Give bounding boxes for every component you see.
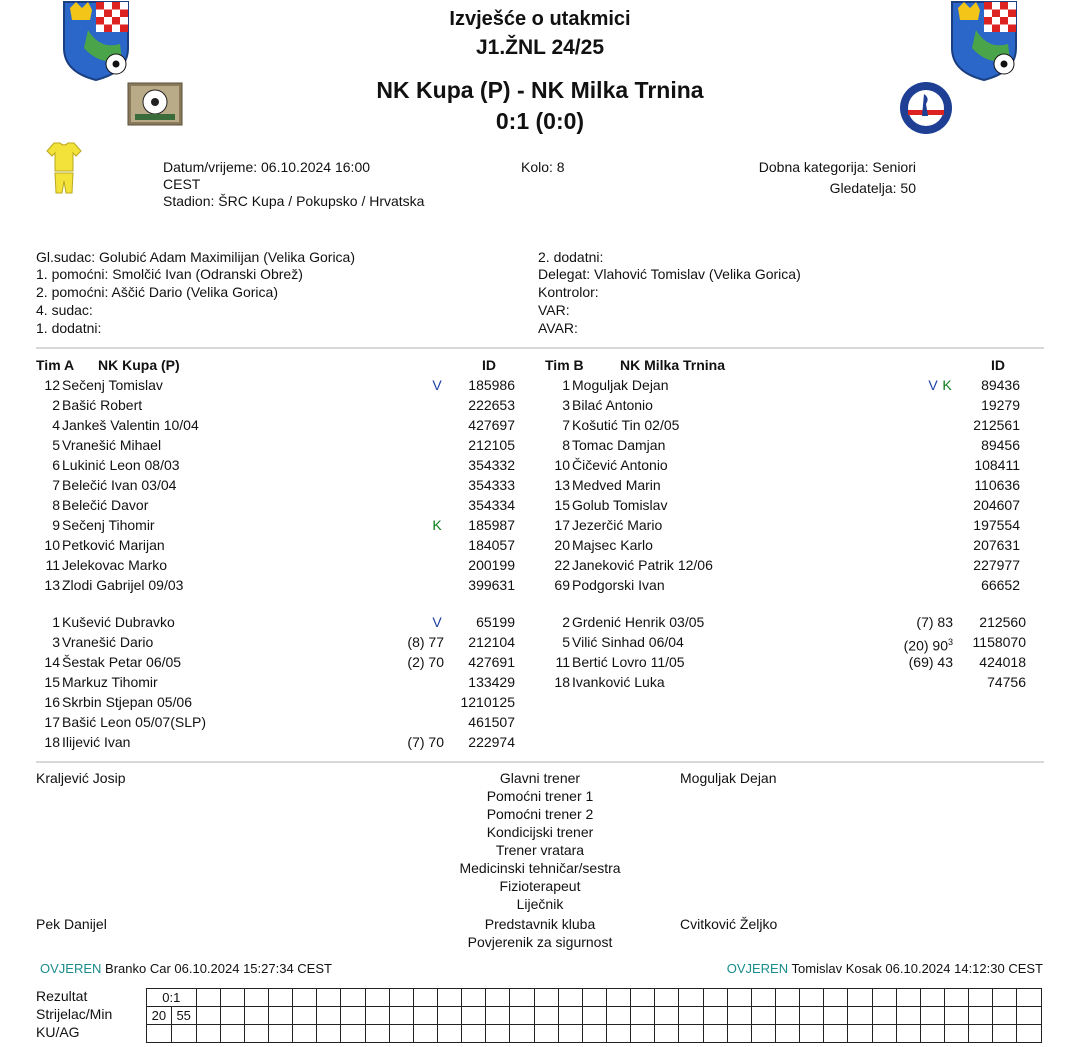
result-cell xyxy=(993,1025,1017,1043)
result-cell xyxy=(341,1025,365,1043)
result-cell xyxy=(510,1025,534,1043)
player-id: 185986 xyxy=(468,377,515,393)
player-name: Vranešić Mihael xyxy=(62,437,162,453)
player-number: 6 xyxy=(52,457,60,473)
player-name: Jankeš Valentin 10/04 xyxy=(62,417,199,433)
jersey-icon xyxy=(46,141,82,195)
staff-role-label: Pomoćni trener 2 xyxy=(486,806,594,822)
player-number: 2 xyxy=(562,614,570,630)
player-number: 11 xyxy=(45,557,60,573)
result-cell xyxy=(824,989,848,1007)
player-name: Janeković Patrik 12/06 xyxy=(572,557,713,573)
player-name: Golub Tomislav xyxy=(572,497,668,513)
player-id: 212105 xyxy=(468,437,515,453)
player-id: 197554 xyxy=(973,517,1020,533)
player-number: 14 xyxy=(44,654,60,670)
team-b-name: NK Milka Trnina xyxy=(620,357,726,373)
verified-tag: OVJEREN xyxy=(40,961,102,976)
player-name: Grdenić Henrik 03/05 xyxy=(572,614,705,630)
result-cell xyxy=(896,1007,920,1025)
player-id: 354332 xyxy=(468,457,515,473)
staff-role-label: Liječnik xyxy=(516,896,564,912)
result-cell xyxy=(293,1025,317,1043)
player-name: Lukinić Leon 08/03 xyxy=(62,457,180,473)
player-name: Tomac Damjan xyxy=(572,437,666,453)
player-id: 222974 xyxy=(468,734,515,750)
result-cell xyxy=(413,1025,437,1043)
result-cell xyxy=(727,1025,751,1043)
result-cell xyxy=(920,1025,944,1043)
result-cell xyxy=(244,1025,268,1043)
player-name: Vilić Sinhad 06/04 xyxy=(572,634,684,650)
player-id: 207631 xyxy=(973,537,1020,553)
result-cell xyxy=(655,1025,679,1043)
result-cell xyxy=(220,1025,244,1043)
staff-role-label: Predstavnik kluba xyxy=(484,916,596,932)
result-cell xyxy=(486,989,510,1007)
result-cell xyxy=(751,1025,775,1043)
player-number: 13 xyxy=(554,477,570,493)
ku-ag-label: KU/AG xyxy=(36,1024,80,1040)
player-name: Bašić Robert xyxy=(62,397,143,413)
player-name: Čičević Antonio xyxy=(572,457,668,473)
result-cell xyxy=(824,1025,848,1043)
official-line: 1. dodatni: xyxy=(36,320,102,336)
result-cell xyxy=(317,989,341,1007)
team-b-label: Tim B xyxy=(545,357,584,373)
player-number: 1 xyxy=(562,377,570,393)
player-number: 22 xyxy=(554,557,570,573)
result-cell xyxy=(510,1007,534,1025)
player-name: Šestak Petar 06/05 xyxy=(62,654,182,670)
result-cell xyxy=(1017,1007,1042,1025)
official-line: 2. pomoćni: Aščić Dario (Velika Gorica) xyxy=(36,284,278,300)
result-cell xyxy=(534,1025,558,1043)
player-name: Kušević Dubravko xyxy=(62,614,175,630)
official-line: Kontrolor: xyxy=(538,284,599,300)
player-number: 9 xyxy=(52,517,60,533)
substitution: (7) 70 xyxy=(407,734,444,750)
result-cell xyxy=(389,1007,413,1025)
player-number: 10 xyxy=(554,457,570,473)
result-cell xyxy=(872,989,896,1007)
verified-left xyxy=(40,960,332,977)
staff-role-label: Medicinski tehničar/sestra xyxy=(459,860,621,876)
official-line: VAR: xyxy=(538,302,570,318)
result-cell xyxy=(969,989,993,1007)
result-cell xyxy=(896,1025,920,1043)
player-number: 18 xyxy=(44,734,60,750)
result-cell xyxy=(486,1007,510,1025)
player-number: 20 xyxy=(554,537,570,553)
result-cell xyxy=(268,989,292,1007)
player-name: Zlodi Gabrijel 09/03 xyxy=(62,577,184,593)
substitution: (8) 77 xyxy=(407,634,444,650)
player-name: Majsec Karlo xyxy=(572,537,653,553)
result-cell xyxy=(920,989,944,1007)
result-cell xyxy=(462,1025,486,1043)
result-cell xyxy=(751,1007,775,1025)
result-cell xyxy=(727,1007,751,1025)
player-number: 4 xyxy=(52,417,60,433)
result-cell xyxy=(317,1025,341,1043)
player-id: 66652 xyxy=(981,577,1020,593)
age-category: Dobna kategorija: Seniori xyxy=(758,159,916,175)
result-cell xyxy=(920,1007,944,1025)
result-grid xyxy=(146,988,1042,1043)
result-cell xyxy=(534,1007,558,1025)
result-cell xyxy=(244,1007,268,1025)
official-line: 2. dodatni: xyxy=(538,249,604,265)
result-cell xyxy=(413,1007,437,1025)
team-b-club-rep: Cvitković Željko xyxy=(680,916,778,932)
player-name: Belečić Ivan 03/04 xyxy=(62,477,177,493)
verified-right xyxy=(640,960,1043,977)
result-cell xyxy=(171,1025,196,1043)
player-mark: V xyxy=(432,377,442,393)
player-number: 8 xyxy=(562,437,570,453)
result-cell xyxy=(196,989,220,1007)
result-cell xyxy=(679,1025,703,1043)
result-cell xyxy=(703,1025,727,1043)
player-name: Bašić Leon 05/07(SLP) xyxy=(62,714,206,730)
result-cell xyxy=(679,1007,703,1025)
result-cell xyxy=(413,989,437,1007)
result-cell xyxy=(220,989,244,1007)
result-cell xyxy=(341,989,365,1007)
player-mark: K xyxy=(432,517,442,533)
substitution-text: (20) 90 xyxy=(903,637,948,654)
result-row xyxy=(147,1007,1042,1025)
result-cell xyxy=(365,1007,389,1025)
player-id: 212560 xyxy=(979,614,1026,630)
player-id: 354334 xyxy=(468,497,515,513)
result-cell xyxy=(848,989,872,1007)
result-cell: 20 xyxy=(147,1007,172,1025)
player-id: 424018 xyxy=(979,654,1026,670)
round: Kolo: 8 xyxy=(521,159,565,175)
result-cell xyxy=(437,1025,461,1043)
team-a-label: Tim A xyxy=(36,357,75,373)
result-cell xyxy=(147,1025,172,1043)
result-cell xyxy=(196,1025,220,1043)
player-id: 185987 xyxy=(468,517,515,533)
player-id: 354333 xyxy=(468,477,515,493)
result-cell xyxy=(848,1025,872,1043)
player-id: 1158070 xyxy=(972,634,1026,650)
divider xyxy=(36,761,1044,763)
result-cell: 55 xyxy=(171,1007,196,1025)
result-cell xyxy=(582,1025,606,1043)
player-name: Belečić Davor xyxy=(62,497,149,513)
substitution xyxy=(860,654,953,671)
datetime-tz: CEST xyxy=(163,176,201,192)
player-mark: V xyxy=(928,377,938,393)
result-row xyxy=(147,1025,1042,1043)
player-number: 7 xyxy=(562,417,570,433)
result-cell xyxy=(244,989,268,1007)
player-id: 133429 xyxy=(468,674,515,690)
result-cell xyxy=(775,989,799,1007)
verified-right-text: Tomislav Kosak 06.10.2024 14:12:30 CEST xyxy=(791,961,1043,976)
result-cell xyxy=(944,1025,968,1043)
player-number: 8 xyxy=(52,497,60,513)
result-cell xyxy=(462,989,486,1007)
divider xyxy=(36,347,1044,349)
result-label: Rezultat xyxy=(36,988,88,1004)
player-id: 427691 xyxy=(468,654,515,670)
result-cell xyxy=(993,1007,1017,1025)
result-cell xyxy=(872,1025,896,1043)
player-number: 3 xyxy=(562,397,570,413)
result-cell xyxy=(944,989,968,1007)
substitution: (2) 70 xyxy=(407,654,444,670)
player-id: 461507 xyxy=(468,714,515,730)
result-cell xyxy=(703,989,727,1007)
player-number: 1 xyxy=(52,614,60,630)
result-cell xyxy=(800,1007,824,1025)
player-id: 427697 xyxy=(468,417,515,433)
player-number: 3 xyxy=(52,634,60,650)
staff-role-label: Glavni trener xyxy=(499,770,581,786)
result-cell xyxy=(679,989,703,1007)
team-a-club-rep: Pek Danijel xyxy=(36,916,107,932)
player-name: Moguljak Dejan xyxy=(572,377,669,393)
official-line: AVAR: xyxy=(538,320,578,336)
player-number: 2 xyxy=(52,397,60,413)
official-line: Delegat: Vlahović Tomislav (Velika Gorica) xyxy=(538,266,801,282)
player-id: 89456 xyxy=(981,437,1020,453)
player-name: Ilijević Ivan xyxy=(62,734,131,750)
player-name: Ivanković Luka xyxy=(572,674,665,690)
player-number: 10 xyxy=(44,537,60,553)
player-number: 15 xyxy=(44,674,60,690)
result-cell xyxy=(751,989,775,1007)
result-cell xyxy=(606,989,630,1007)
player-number: 11 xyxy=(555,654,570,670)
staff-role-label: Trener vratara xyxy=(495,842,585,858)
player-number: 17 xyxy=(554,517,570,533)
result-cell xyxy=(437,1007,461,1025)
team-a-name: NK Kupa (P) xyxy=(98,357,180,373)
result-cell xyxy=(341,1007,365,1025)
result-cell xyxy=(558,1007,582,1025)
result-cell xyxy=(631,989,655,1007)
result-cell xyxy=(993,989,1017,1007)
result-cell: 0:1 xyxy=(147,989,197,1007)
team-b-id-header: ID xyxy=(991,357,1005,373)
result-cell xyxy=(510,989,534,1007)
player-name: Bertić Lovro 11/05 xyxy=(572,654,685,670)
player-id: 200199 xyxy=(468,557,515,573)
result-cell xyxy=(293,1007,317,1025)
player-id: 212104 xyxy=(468,634,515,650)
player-name: Petković Marijan xyxy=(62,537,165,553)
player-mark: V xyxy=(432,614,442,630)
result-cell xyxy=(437,989,461,1007)
result-cell xyxy=(969,1007,993,1025)
match-score: 0:1 (0:0) xyxy=(495,108,585,134)
result-cell xyxy=(365,989,389,1007)
result-cell xyxy=(703,1007,727,1025)
result-cell xyxy=(582,1007,606,1025)
result-cell xyxy=(727,989,751,1007)
result-cell xyxy=(848,1007,872,1025)
player-name: Skrbin Stjepan 05/06 xyxy=(62,694,192,710)
player-id: 65199 xyxy=(476,614,515,630)
result-cell xyxy=(389,989,413,1007)
player-id: 19279 xyxy=(981,397,1020,413)
team-a-head-coach: Kraljević Josip xyxy=(36,770,126,786)
player-name: Jelekovac Marko xyxy=(62,557,168,573)
substitution-superscript: 3 xyxy=(947,637,953,647)
player-id: 184057 xyxy=(468,537,515,553)
result-cell xyxy=(800,1025,824,1043)
player-name: Bilać Antonio xyxy=(572,397,653,413)
result-cell xyxy=(606,1007,630,1025)
result-cell xyxy=(896,989,920,1007)
player-number: 13 xyxy=(44,577,60,593)
substitution xyxy=(860,614,953,631)
result-cell xyxy=(582,989,606,1007)
player-name: Markuz Tihomir xyxy=(62,674,158,690)
player-id: 399631 xyxy=(468,577,515,593)
staff-role-label: Pomoćni trener 1 xyxy=(486,788,594,804)
player-number: 16 xyxy=(44,694,60,710)
result-cell xyxy=(462,1007,486,1025)
result-cell xyxy=(775,1007,799,1025)
scorer-label: Strijelac/Min xyxy=(36,1006,113,1022)
player-name: Sečenj Tihomir xyxy=(62,517,155,533)
spectators: Gledatelja: 50 xyxy=(829,180,916,196)
result-cell xyxy=(220,1007,244,1025)
player-id: 74756 xyxy=(987,674,1026,690)
result-cell xyxy=(631,1025,655,1043)
player-name: Podgorski Ivan xyxy=(572,577,665,593)
player-id: 1210125 xyxy=(460,694,515,710)
player-id: 89436 xyxy=(981,377,1020,393)
player-name: Vranešić Dario xyxy=(62,634,154,650)
result-cell xyxy=(317,1007,341,1025)
official-line: 4. sudac: xyxy=(36,302,93,318)
player-number: 5 xyxy=(562,634,570,650)
result-cell xyxy=(365,1025,389,1043)
substitution xyxy=(860,634,953,655)
result-cell xyxy=(1017,1025,1042,1043)
substitution-text: (7) 83 xyxy=(916,614,953,630)
player-id: 222653 xyxy=(468,397,515,413)
result-cell xyxy=(969,1025,993,1043)
result-cell xyxy=(775,1025,799,1043)
player-name: Košutić Tin 02/05 xyxy=(572,417,680,433)
player-number: 7 xyxy=(52,477,60,493)
result-cell xyxy=(268,1025,292,1043)
substitution-text: (69) 43 xyxy=(908,654,953,670)
result-cell xyxy=(872,1007,896,1025)
report-title: Izvješće o utakmici xyxy=(449,8,631,30)
result-cell xyxy=(824,1007,848,1025)
verified-left-text: Branko Car 06.10.2024 15:27:34 CEST xyxy=(105,961,332,976)
result-cell xyxy=(293,989,317,1007)
datetime: Datum/vrijeme: 06.10.2024 16:00 xyxy=(163,159,371,175)
result-cell xyxy=(268,1007,292,1025)
player-id: 108411 xyxy=(974,457,1020,473)
stadium: Stadion: ŠRC Kupa / Pokupsko / Hrvatska xyxy=(163,193,425,209)
match-title: NK Kupa (P) - NK Milka Trnina xyxy=(376,77,704,103)
result-cell xyxy=(655,1007,679,1025)
verified-tag: OVJEREN xyxy=(726,961,789,976)
team-a-id-header: ID xyxy=(482,357,496,373)
result-cell xyxy=(944,1007,968,1025)
player-number: 15 xyxy=(554,497,570,513)
player-number: 69 xyxy=(554,577,570,593)
staff-role-label: Povjerenik za sigurnost xyxy=(467,934,613,950)
result-cell xyxy=(631,1007,655,1025)
result-cell xyxy=(800,989,824,1007)
player-number: 5 xyxy=(52,437,60,453)
player-id: 212561 xyxy=(973,417,1020,433)
player-mark: K xyxy=(942,377,952,393)
team-b-head-coach: Moguljak Dejan xyxy=(680,770,777,786)
result-cell xyxy=(1017,989,1042,1007)
result-cell xyxy=(486,1025,510,1043)
player-name: Sečenj Tomislav xyxy=(62,377,163,393)
result-cell xyxy=(534,989,558,1007)
player-id: 110636 xyxy=(974,477,1020,493)
player-name: Medved Marin xyxy=(572,477,661,493)
staff-role-label: Kondicijski trener xyxy=(486,824,594,840)
official-line: Gl.sudac: Golubić Adam Maximilijan (Velika Gorica) xyxy=(36,249,356,265)
player-number: 12 xyxy=(44,377,60,393)
result-cell xyxy=(558,989,582,1007)
player-id: 204607 xyxy=(973,497,1020,513)
result-cell xyxy=(655,989,679,1007)
result-cell xyxy=(558,1025,582,1043)
official-line: 1. pomoćni: Smolčić Ivan (Odranski Obrež) xyxy=(36,266,303,282)
result-cell xyxy=(389,1025,413,1043)
player-name: Jezerčić Mario xyxy=(572,517,663,533)
result-cell xyxy=(606,1025,630,1043)
result-row xyxy=(147,989,1042,1007)
result-cell xyxy=(196,1007,220,1025)
player-number: 18 xyxy=(554,674,570,690)
player-number: 17 xyxy=(44,714,60,730)
staff-role-label: Fizioterapeut xyxy=(499,878,581,894)
player-id: 227977 xyxy=(973,557,1020,573)
competition-title: J1.ŽNL 24/25 xyxy=(475,36,605,59)
